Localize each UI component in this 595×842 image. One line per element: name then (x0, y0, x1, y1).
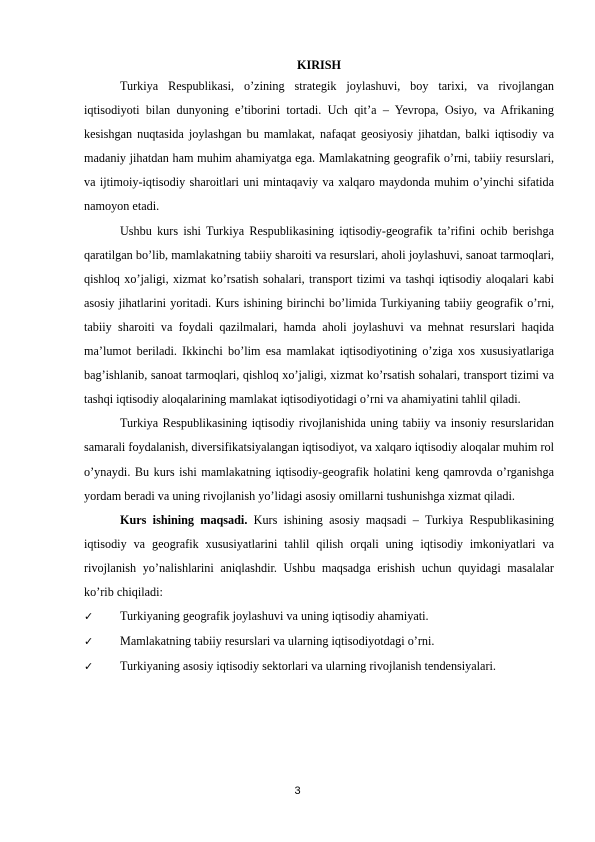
checklist-item (84, 654, 554, 679)
checklist-item-text: Mamlakatning tabiiy resurslari va ularning iqtisodiyotdagi o’rni. (120, 634, 435, 649)
checkmark-icon: ✓ (84, 660, 94, 674)
paragraph-structure (84, 219, 554, 412)
checklist-item-text: Turkiyaning geografik joylashuvi va uning iqtisodiy ahamiyati. (120, 609, 429, 624)
checkmark-icon: ✓ (84, 635, 94, 649)
paragraph-lead-goal: Kurs ishining maqsadi. (120, 512, 248, 527)
checklist-item (84, 629, 554, 654)
paragraph-text: Ushbu kurs ishi Turkiya Respublikasining iqtisodiy-geografik ta’rifini ochib berishga qaratilgan bo’lib, mamlakatning tabiiy sharoiti va resurslari, aholi joylashuvi, sanoat tarmoqlari, qishloq xo’jaligi, xizmat ko’rsatish sohalari, transport tizimi va tashqi iqtisodiy aloqalari kabi asosiy jihatlarini yoritadi. Kurs ishining birinchi bo’limida Turkiyaning tabiiy geografik o’rni, tabiiy sharoiti va foydali qazilmalari, hamda aholi joylashuvi va mehnat resurslari haqida ma’lumot beriladi. Ikkinchi bo’lim esa mamlakat iqtisodiyotining o’ziga xos xususiyatlariga bag’ishlanib, sanoat tarmoqlari, qishloq xo’jaligi, xizmat ko’rsatish sohalari, transport tizimi va tashqi iqtisodiy aloqalarining mamlakat iqtisodiyotidagi o’rni va ahamiyatini tahlil qiladi. (84, 223, 554, 407)
checklist-item-text: Turkiyaning asosiy iqtisodiy sektorlari va ularning rivojlanish tendensiyalari. (120, 659, 496, 674)
document-body (84, 74, 554, 679)
paragraph-text: Kurs ishining asosiy maqsadi – Turkiya Respublikasining iqtisodiy va geografik xususiyatlarini tahlil qilish orqali uning iqtisodiy imkoniyatlari va rivojlanish yo’nalishlarini aniqlashdir. Ushbu maqsadga erishish uchun quyidagi masalalar ko’rib chiqiladi: (84, 512, 555, 599)
paragraph-intro (84, 74, 554, 219)
task-checklist (84, 604, 554, 679)
paragraph-significance (84, 411, 554, 507)
page-number: 3 (294, 785, 301, 797)
checkmark-icon: ✓ (84, 610, 94, 624)
paragraph-text: Turkiya Respublikasining iqtisodiy rivojlanishida uning tabiiy va insoniy resurslaridan samarali foydalanish, diversifikatsiyalangan iqtisodiyot, va xalqaro iqtisodiy aloqalar muhim rol o’ynaydi. Bu kurs ishi mamlakatning iqtisodiy-geografik holatini keng qamrovda o’rganishga yordam beradi va uning rivojlanish yo’lidagi asosiy omillarni tushunishga xizmat qiladi. (84, 416, 554, 503)
page-title: KIRISH (296, 58, 342, 72)
paragraph-text: Turkiya Respublikasi, o’zining strategik joylashuvi, boy tarixi, va rivojlangan iqtisodiyoti bilan dunyoning e’tiborini tortadi. Uch qit’a – Yevropa, Osiyo, va Afrikaning kesishgan nuqtasida joylashgan bu mamlakat, nafaqat geosiyosiy jihatdan, balki iqtisodiy va madaniy jihatdan ham muhim ahamiyatga ega. Mamlakatning geografik o’rni, tabiiy resurslari, va ijtimoiy-iqtisodiy sharoitlari uni mintaqaviy va xalqaro maydonda muhim o’yinchi sifatida namoyon etadi. (84, 79, 554, 214)
checklist-item (84, 604, 554, 629)
paragraph-goal (84, 508, 554, 604)
